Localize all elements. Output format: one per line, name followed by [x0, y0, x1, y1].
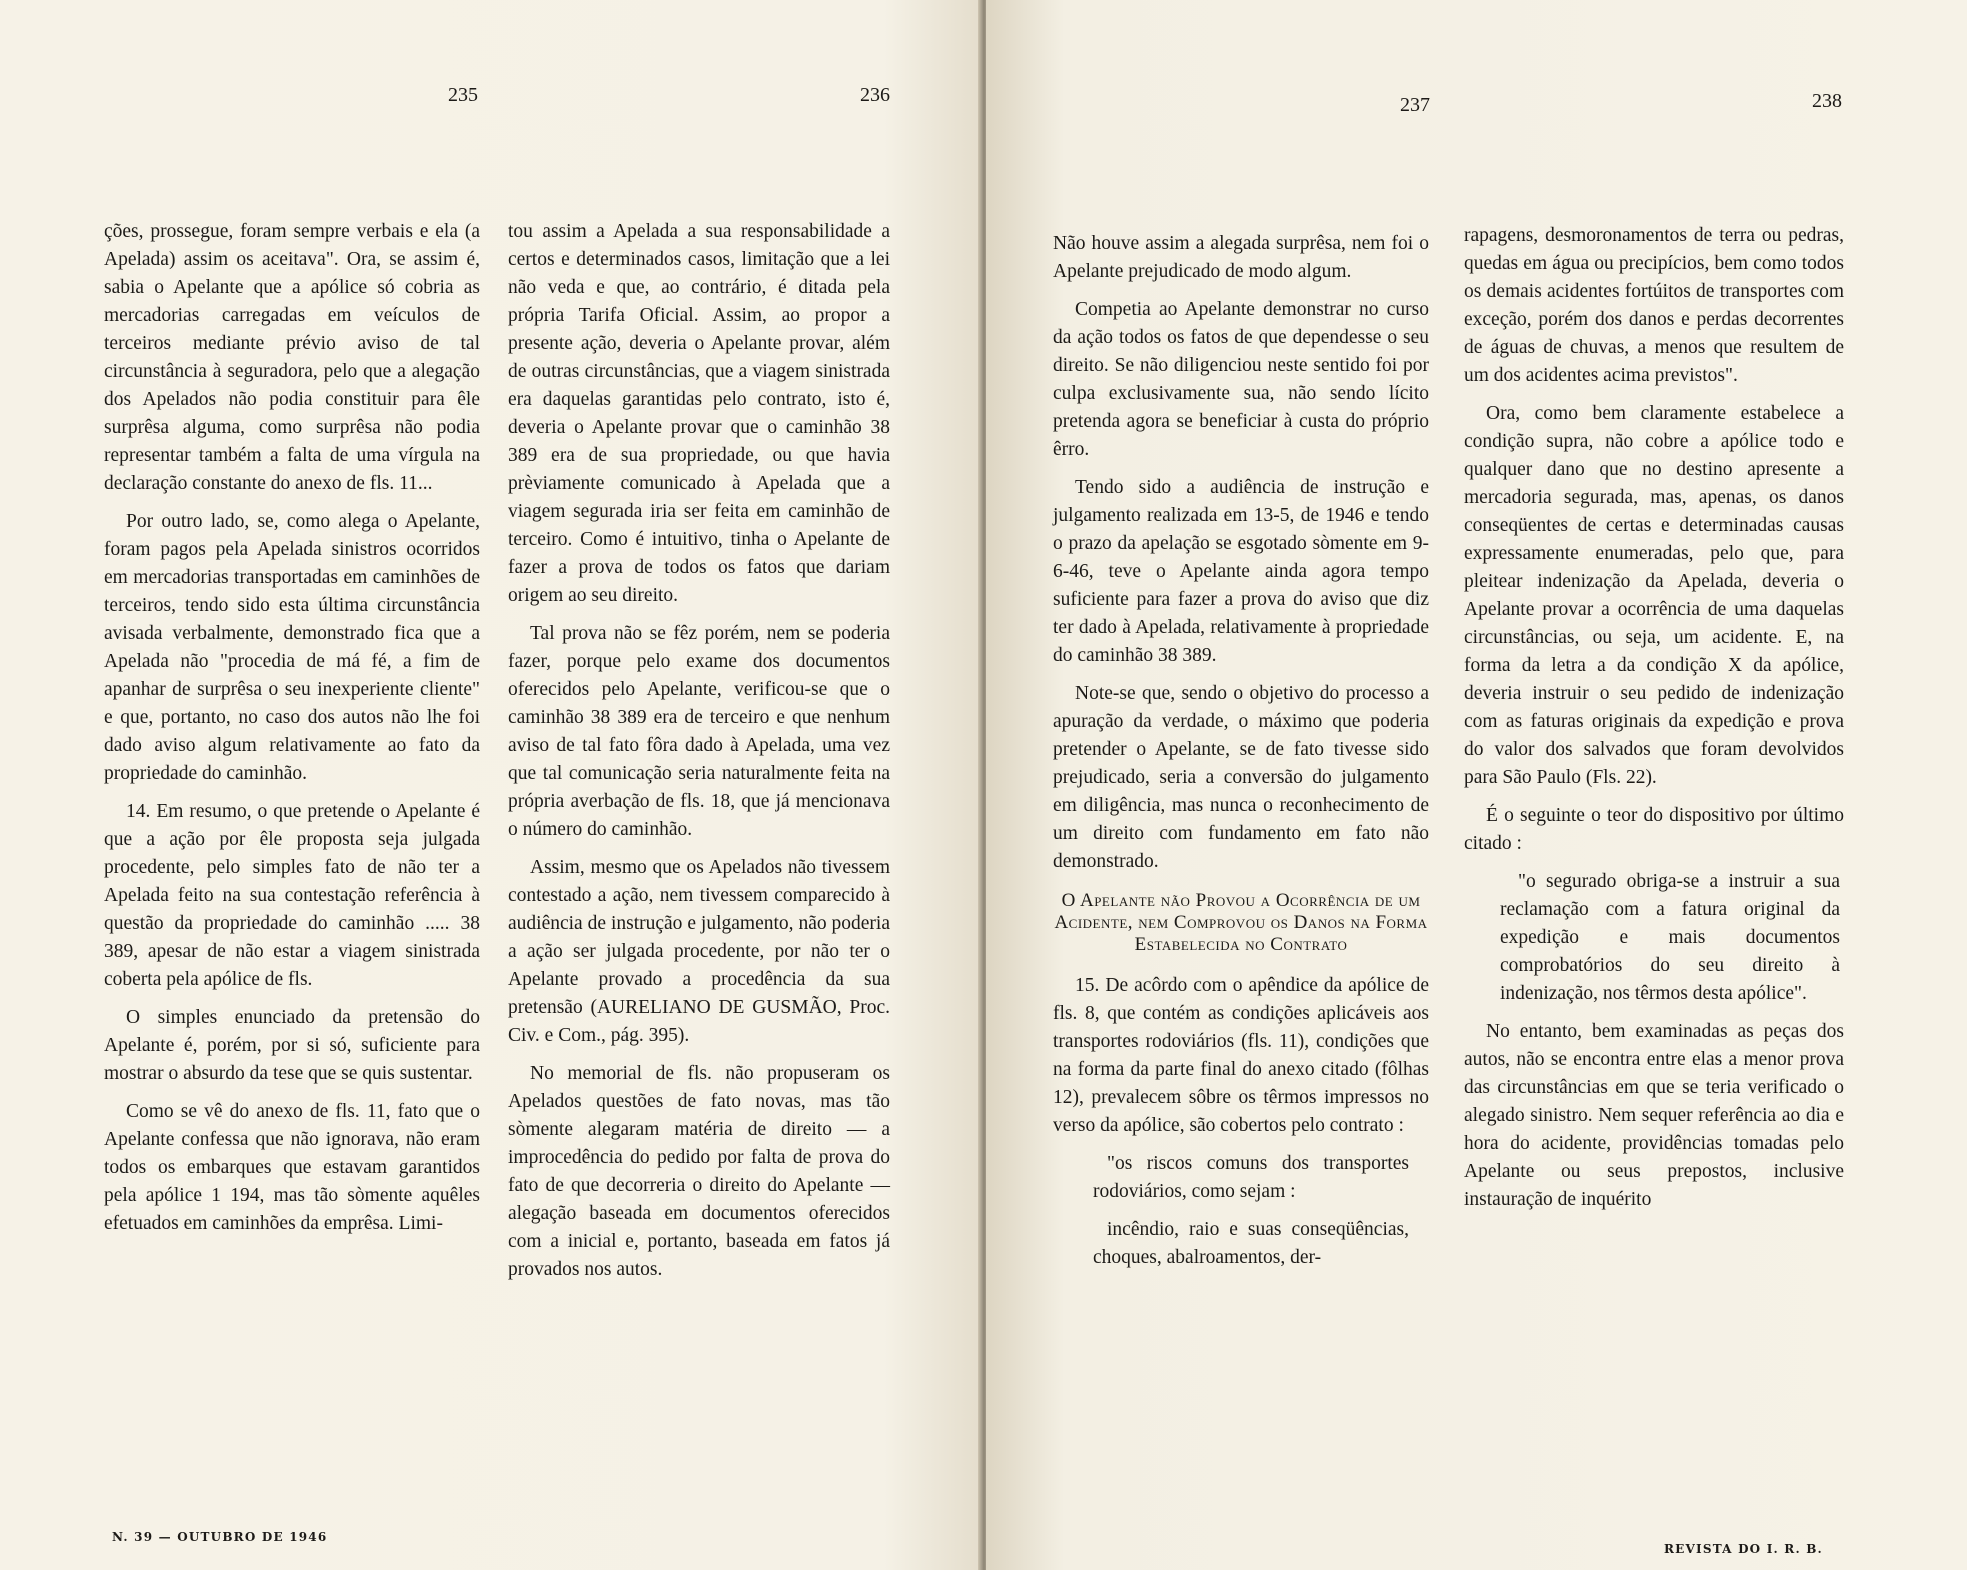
quote-paragraph: incêndio, raio e suas conseqüências, choques, abalroamentos, der-	[1093, 1219, 1409, 1268]
paragraph: rapagens, desmoronamentos de terra ou pedras, quedas em água ou precipícios, bem como todos os demais acidentes fortúitos de transportes com exceção, porém dos danos e perdas decorrentes de águas de chuvas, a menos que resultem de um dos acidentes acima previstos".	[1464, 225, 1844, 386]
page-number-235: 235	[448, 84, 478, 106]
page-number-237: 237	[1400, 94, 1430, 116]
paragraph: 14. Em resumo, o que pretende o Apelante é que a ação por êle proposta seja julgada procedente, pelo simples fato de não ter a Apelada feito na sua contestação referência à questão da propriedade do caminhão ..... 38 389, apesar de não estar a viagem sinistrada coberta pela apólice de fls.	[104, 801, 480, 990]
quote-paragraph: "os riscos comuns dos transportes rodoviários, como sejam :	[1093, 1153, 1409, 1202]
paragraph: Note-se que, sendo o objetivo do processo a apuração da verdade, o máximo que poderia pretender o Apelante, se de fato tivesse sido prejudicado, seria a conversão do julgamento em diligência, mas nunca o reconhecimento de um direito com fundamento em fato não demonstrado.	[1053, 683, 1429, 872]
paragraph: ções, prossegue, foram sempre verbais e ela (a Apelada) assim os aceitava". Ora, se assim é, sabia o Apelante que a apólice só cobria as mercadorias carregadas em veículos de terceiros mediante prévio aviso de tal circunstância à seguradora, pelo que a alegação dos Apelados não podia constituir para êle surprêsa alguma, como surprêsa não podia representar também a falta de uma vírgula na declaração constante do anexo de fls. 11...	[104, 221, 480, 494]
column-2	[508, 218, 890, 1294]
paragraph: 15. De acôrdo com o apêndice da apólice de fls. 8, que contém as condições aplicáveis aos transportes rodoviários (fls. 11), condições que na forma da parte final do anexo citado (fôlhas 12), prevalecem sôbre os têrmos impressos no verso da apólice, são cobertos pelo contrato :	[1053, 975, 1429, 1136]
column-3	[1053, 230, 1429, 1282]
paragraph: É o seguinte o teor do dispositivo por último citado :	[1464, 805, 1844, 854]
paragraph: Ora, como bem claramente estabelece a condição supra, não cobre a apólice todo e qualquer dano que no destino apresente a mercadoria segurada, mas, apenas, os danos conseqüentes de certas e determinadas causas expressamente enumeradas, pelo que, para pleitear indenização da Apelada, deveria o Apelante provar a ocorrência de uma daquelas circunstâncias, ou seja, um acidente. E, na forma da letra a da condição X da apólice, deveria instruir o seu pedido de indenização com as faturas originais da expedição e prova do valor dos salvados que foram devolvidos para São Paulo (Fls. 22).	[1464, 403, 1844, 788]
footer-journal: REVISTA DO I. R. B.	[1664, 1542, 1823, 1556]
column-4	[1464, 222, 1844, 1224]
paragraph: tou assim a Apelada a sua responsabilidade a certos e determinados casos, limitação que a lei não veda e que, ao contrário, é ditada pela própria Tarifa Oficial. Assim, ao propor a presente ação, deveria o Apelante provar, além de outras circunstâncias, que a viagem sinistrada era daquelas garantidas pelo contrato, isto é, deveria o Apelante provar que o caminhão 38 389 era de sua propriedade, ou que havia prèviamente comunicado à Apelada que a viagem segurada iria ser feita em caminhão de terceiro. Como é intuitivo, tinha o Apelante de fazer a prova de todos os fatos que dariam origem ao seu direito.	[508, 221, 890, 606]
column-1	[104, 218, 480, 1248]
paragraph: No entanto, bem examinadas as peças dos autos, não se encontra entre elas a menor prova das circunstâncias em que se teria verificado o alegado sinistro. Nem sequer referência ao dia e hora do acidente, providências tomadas pelo Apelante ou seus prepostos, inclusive instauração de inquérito	[1464, 1021, 1844, 1210]
section-heading: O Apelante não Provou a Ocorrência de um Acidente, nem Comprovou os Danos na Forma Estabelecida no Contrato	[1054, 890, 1428, 955]
paragraph: Competia ao Apelante demonstrar no curso da ação todos os fatos de que dependesse o seu direito. Se não diligenciou neste sentido foi por culpa exclusivamente sua, não sendo lícito pretenda agora se beneficiar à custa do próprio êrro.	[1053, 299, 1429, 460]
paragraph: Tal prova não se fêz porém, nem se poderia fazer, porque pelo exame dos documentos oferecidos pelo Apelante, verificou-se que o caminhão 38 389 era de terceiro e que nenhum aviso de tal fato fôra dado à Apelada, uma vez que tal comunicação seria naturalmente feita na própria averbação de fls. 18, que já mencionava o número do caminhão.	[508, 623, 890, 840]
paragraph: Tendo sido a audiência de instrução e julgamento realizada em 13-5, de 1946 e tendo o prazo da apelação se esgotado sòmente em 9-6-46, teve o Apelante ainda agora tempo suficiente para fazer a prova do aviso que diz ter dado à Apelada, relativamente à propriedade do caminhão 38 389.	[1053, 477, 1429, 666]
paragraph: No memorial de fls. não propuseram os Apelados questões de fato novas, mas tão sòmente alegaram matéria de direito — a improcedência do pedido por falta de prova do fato de que decorreria o direito do Apelante — alegação baseada em documentos oferecidos com a inicial e, portanto, baseada em fatos já provados nos autos.	[508, 1063, 890, 1280]
footer-issue: N. 39 — OUTUBRO DE 1946	[112, 1530, 328, 1544]
page-number-236: 236	[860, 84, 890, 106]
paragraph: O simples enunciado da pretensão do Apelante é, porém, por si só, suficiente para mostrar o absurdo da tese que se quis sustentar.	[104, 1007, 480, 1084]
paragraph: Assim, mesmo que os Apelados não tivessem contestado a ação, nem tivessem comparecido à audiência de instrução e julgamento, não poderia a ação ser julgada procedente, por não ter o Apelante provado a procedência da sua pretensão (AURELIANO DE GUSMÃO, Proc. Civ. e Com., pág. 395).	[508, 857, 890, 1046]
quote-paragraph: "o segurado obriga-se a instruir a sua reclamação com a fatura original da expedição e mais documentos comprobatórios do seu direito à indenização, nos têrmos desta apólice".	[1500, 871, 1840, 1004]
left-page	[0, 0, 982, 1570]
paragraph: Não houve assim a alegada surprêsa, nem foi o Apelante prejudicado de modo algum.	[1053, 233, 1429, 282]
right-page	[986, 0, 1967, 1570]
paragraph: Por outro lado, se, como alega o Apelante, foram pagos pela Apelada sinistros ocorridos em mercadorias transportadas em caminhões de terceiros, tendo sido esta última circunstância avisada verbalmente, demonstrado fica que a Apelada não "procedia de má fé, a fim de apanhar de surprêsa o seu inexperiente cliente" e que, portanto, no caso dos autos não lhe foi dado aviso algum relativamente ao fato da propriedade do caminhão.	[104, 511, 480, 784]
page-number-238: 238	[1812, 90, 1842, 112]
paragraph: Como se vê do anexo de fls. 11, fato que o Apelante confessa que não ignorava, não eram todos os embarques que estavam garantidos pela apólice 1 194, mas tão sòmente aquêles efetuados em caminhões da emprêsa. Limi-	[104, 1101, 480, 1234]
